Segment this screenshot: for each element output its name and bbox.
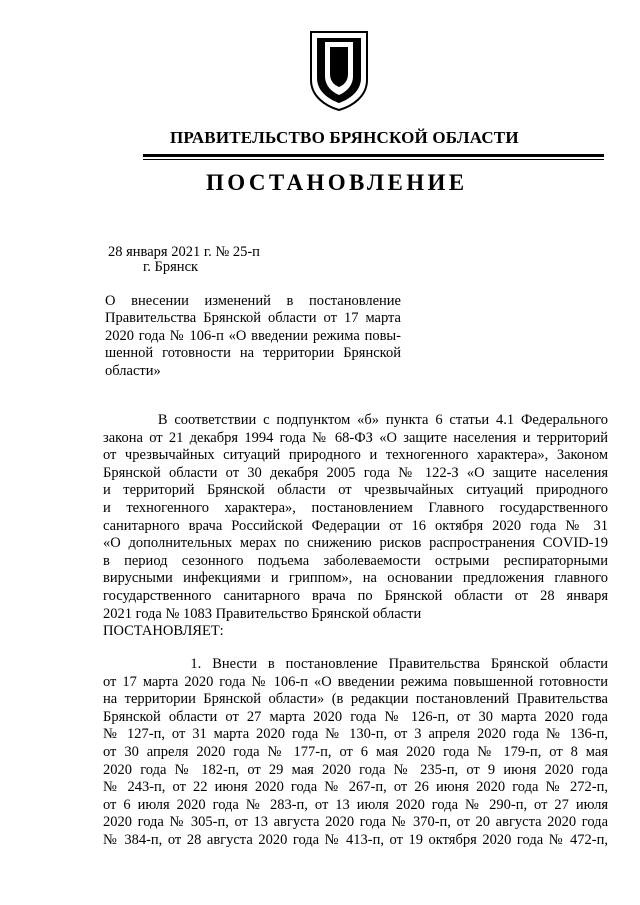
decree-word: ПОСТАНОВЛЯЕТ: — [103, 623, 224, 639]
preamble-line: В соответствии с подпунктом «б» пункта 6 статьи 4.1 Федерального — [103, 412, 608, 428]
subject-line: шенной готовности на территории Брянской — [105, 345, 401, 362]
item-1-line: № 243-п, от 22 июня 2020 года № 267-п, от 26 июня 2020 года № 272-п, — [103, 779, 608, 796]
item-1-line: от 30 апреля 2020 года № 177-п, от 6 мая 2020 года № 179-п, от 8 мая — [103, 743, 608, 760]
item-1-line: № 127-п, от 31 марта 2020 года № 130-п, от 3 апреля 2020 года № 136-п, — [103, 726, 608, 743]
preamble-line: и территорий Брянской области от чрезвычайных ситуаций природного — [103, 482, 608, 499]
preamble-line: и техногенного характера», постановлением Главного государственного — [103, 499, 608, 516]
item-1-line: 1. Внести в постановление Правительства Брянской области — [103, 656, 608, 672]
preamble-line: санитарного врача Российской Федерации от 16 октября 2020 года № 31 — [103, 517, 608, 534]
coat-of-arms-icon — [305, 28, 373, 112]
preamble-line: в период сезонного подъема заболеваемости острыми респираторными — [103, 552, 608, 569]
header-rule-thin — [143, 159, 604, 160]
preamble-line: «О дополнительных мерах по снижению рисков распространения COVID-19 — [103, 535, 608, 552]
preamble-line: государственного санитарного врача по Брянской области от 28 января — [103, 587, 608, 604]
preamble-line: вирусными инфекциями и гриппом», на основании предложения главного — [103, 570, 608, 587]
document-type-title: ПОСТАНОВЛЕНИЕ — [206, 170, 468, 195]
subject-line: 2020 года № 106-п «О введении режима повы- — [105, 327, 401, 344]
item-1-line: на территории Брянской области» (в редакции постановлений Правительства — [103, 691, 608, 708]
preamble-line: от чрезвычайных ситуаций природного и техногенного характера», Законом — [103, 447, 608, 464]
preamble-line: 2021 года № 1083 Правительство Брянской области — [103, 605, 422, 622]
subject-line: области» — [105, 362, 161, 379]
header-rule-thick — [143, 154, 604, 157]
preamble-line: Брянской области от 30 декабря 2005 года № 122-З «О защите населения — [103, 464, 608, 481]
date-and-number: 28 января 2021 г. № 25-п — [108, 244, 260, 260]
item-1-line: 2020 года № 182-п, от 29 мая 2020 года № 235-п, от 9 июня 2020 года — [103, 761, 608, 778]
subject-line: О внесении изменений в постановление — [105, 293, 401, 309]
preamble-line: закона от 21 декабря 1994 года № 68-ФЗ «О защите населения и территорий — [103, 429, 608, 446]
item-1-line: Брянской области от 27 марта 2020 года № 126-п, от 30 марта 2020 года — [103, 708, 608, 725]
item-1-line: 2020 года № 305-п, от 13 августа 2020 года № 370-п, от 20 августа 2020 года — [103, 814, 608, 831]
city: г. Брянск — [143, 259, 199, 275]
preamble-paragraph — [103, 412, 608, 623]
subject-line: Правительства Брянской области от 17 марта — [105, 310, 401, 327]
item-1-line: от 17 марта 2020 года № 106-п «О введении режима повышенной готовности — [103, 673, 608, 690]
document-subject — [105, 293, 401, 380]
item-1-line: № 384-п, от 28 августа 2020 года № 413-п, от 19 октября 2020 года № 472-п, — [103, 831, 608, 848]
item-1-line: от 6 июля 2020 года № 283-п, от 13 июля 2020 года № 290-п, от 27 июля — [103, 796, 608, 813]
organization-title: ПРАВИТЕЛЬСТВО БРЯНСКОЙ ОБЛАСТИ — [170, 128, 519, 147]
item-1-paragraph — [103, 656, 608, 850]
